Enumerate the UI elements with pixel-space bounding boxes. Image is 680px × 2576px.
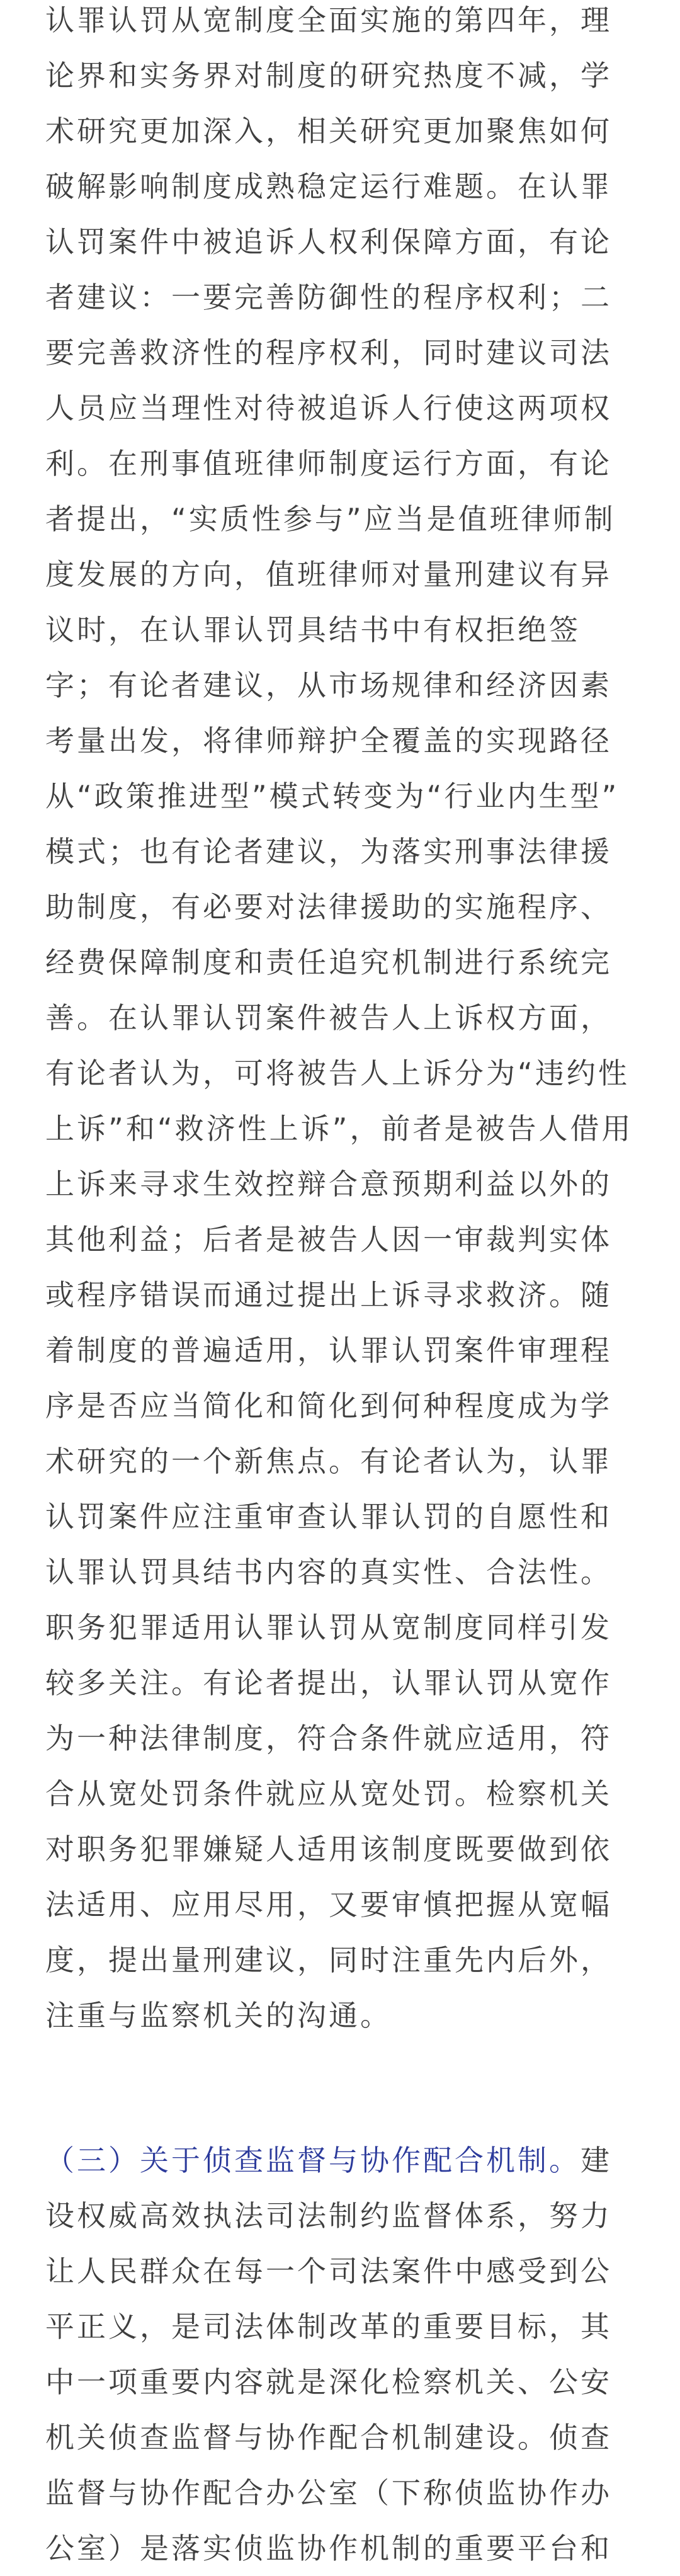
- text-line: 字；有论者建议，从市场规律和经济因素: [45, 668, 612, 702]
- text-line: 上诉”和“救济性上诉”，前者是被告人借用: [45, 1112, 633, 1146]
- text-line: 监督与协作配合办公室（下称侦监协作办: [45, 2476, 612, 2510]
- text-line: 职务犯罪适用认罪认罚从宽制度同样引发: [45, 1610, 612, 1644]
- text-line: 认罚案件应注重审查认罪认罚的自愿性和: [45, 1500, 612, 1534]
- text-line: 较多关注。有论者提出，认罪认罚从宽作: [45, 1666, 612, 1700]
- text-line: 平正义，是司法体制改革的重要目标，其: [45, 2310, 612, 2344]
- text-line: 公室）是落实侦监协作机制的重要平台和: [45, 2531, 612, 2565]
- text-line: 术研究的一个新焦点。有论者认为，认罪: [45, 1444, 612, 1478]
- text-line: 善。在认罪认罚案件被告人上诉权方面，: [45, 1001, 612, 1035]
- text-line: 从“政策推进型”模式转变为“行业内生型”: [45, 779, 620, 813]
- article-paragraph: [45, 0, 642, 2043]
- text-line: 序是否应当简化和简化到何种程度成为学: [45, 1389, 612, 1423]
- text-line: 者建议：一要完善防御性的程序权利；二: [45, 280, 612, 314]
- text-line: 上诉来寻求生效控辩合意预期利益以外的: [45, 1167, 612, 1201]
- text-line: 中一项重要内容就是深化检察机关、公安: [45, 2365, 612, 2399]
- section-heading: （三）关于侦查监督与协作配合机制。: [45, 2143, 581, 2177]
- text-line: 议时，在认罪认罚具结书中有权拒绝签: [45, 613, 581, 647]
- text-line: 者提出，“实质性参与”应当是值班律师制: [45, 502, 616, 536]
- text-line: 对职务犯罪嫌疑人适用该制度既要做到依: [45, 1832, 612, 1866]
- text-line: 让人民群众在每一个司法案件中感受到公: [45, 2254, 612, 2288]
- text-line: 破解影响制度成熟稳定运行难题。在认罪: [45, 169, 612, 203]
- text-line: 助制度，有必要对法律援助的实施程序、: [45, 890, 612, 924]
- text-line: 注重与监察机关的沟通。: [45, 1998, 392, 2032]
- text-line: 认罚案件中被追诉人权利保障方面，有论: [45, 225, 612, 259]
- text-line: 设权威高效执法司法制约监督体系，努力: [45, 2199, 612, 2233]
- article-paragraph-section-three: [45, 2133, 642, 2576]
- text-line: 着制度的普遍适用，认罪认罚案件审理程: [45, 1333, 612, 1367]
- text-line: 考量出发，将律师辩护全覆盖的实现路径: [45, 724, 612, 758]
- text-line: 或程序错误而通过提出上诉寻求救济。随: [45, 1278, 612, 1312]
- text-line: 认罪认罚具结书内容的真实性、合法性。: [45, 1555, 612, 1589]
- text-line: 模式；也有论者建议，为落实刑事法律援: [45, 835, 612, 869]
- text-line: 人员应当理性对待被追诉人行使这两项权: [45, 391, 612, 425]
- text-line: 法适用、应用尽用，又要审慎把握从宽幅: [45, 1888, 612, 1922]
- text-line: 度发展的方向，值班律师对量刑建议有异: [45, 557, 612, 591]
- text-line: 有论者认为，可将被告人上诉分为“违约性: [45, 1056, 630, 1090]
- text-line: 术研究更加深入，相关研究更加聚焦如何: [45, 114, 612, 148]
- text-line: 利。在刑事值班律师制度运行方面，有论: [45, 447, 612, 481]
- text-line: 论界和实务界对制度的研究热度不减，学: [45, 59, 612, 93]
- text-line: 认罪认罚从宽制度全面实施的第四年，理: [45, 3, 612, 37]
- paragraph-first-line: [45, 2133, 642, 2188]
- line-text: 建: [581, 2143, 612, 2177]
- text-line: 度，提出量刑建议，同时注重先内后外，: [45, 1943, 612, 1977]
- text-line: 机关侦查监督与协作配合机制建设。侦查: [45, 2420, 612, 2454]
- text-line: 为一种法律制度，符合条件就应适用，符: [45, 1721, 612, 1755]
- text-line: 要完善救济性的程序权利，同时建议司法: [45, 336, 612, 370]
- text-line: 经费保障制度和责任追究机制进行系统完: [45, 945, 612, 979]
- text-line: 其他利益；后者是被告人因一审裁判实体: [45, 1222, 612, 1257]
- text-line: 合从宽处罚条件就应从宽处罚。检察机关: [45, 1777, 612, 1811]
